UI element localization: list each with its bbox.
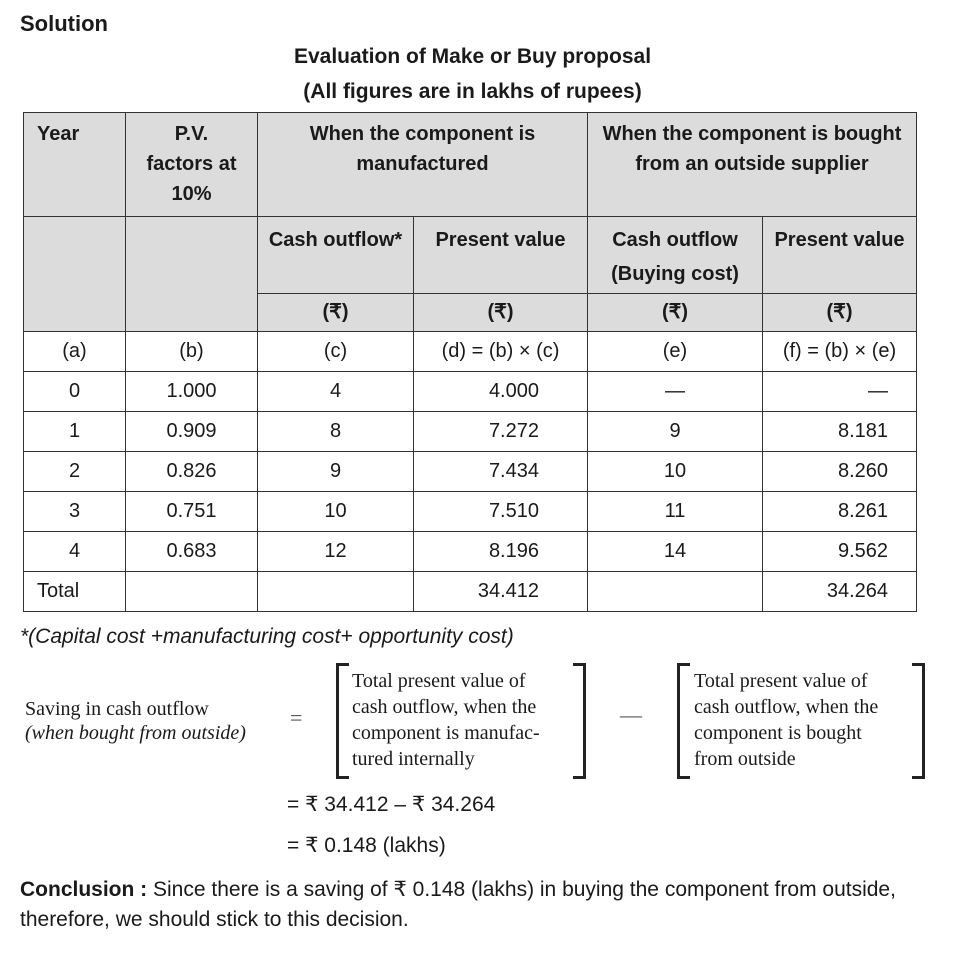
saving-label: Saving in cash outflow bbox=[25, 698, 209, 720]
cell-pv: 0.909 bbox=[126, 412, 258, 452]
right-bracket-text bbox=[694, 668, 878, 772]
calculation-line-2: = ₹ 0.148 (lakhs) bbox=[287, 834, 446, 857]
cell-year: 0 bbox=[24, 372, 126, 412]
left-bracket-line: cash outflow, when the bbox=[352, 696, 537, 718]
header-pv-line2: factors at bbox=[146, 153, 237, 175]
table-row bbox=[24, 532, 917, 572]
header-rupee-e: (₹) bbox=[588, 294, 763, 332]
table-row bbox=[24, 452, 917, 492]
cell-present: 7.510 bbox=[414, 492, 588, 532]
header-rupee-d: (₹) bbox=[414, 294, 588, 332]
total-empty-c bbox=[258, 572, 414, 612]
column-label-f: (f) = (b) × (e) bbox=[763, 332, 917, 372]
table-row bbox=[24, 492, 917, 532]
cell-cash: 12 bbox=[258, 532, 414, 572]
cell-buy: — bbox=[588, 372, 763, 412]
cell-buy-pv: 8.181 bbox=[763, 412, 917, 452]
cell-buy-pv: 8.260 bbox=[763, 452, 917, 492]
right-bracket-open bbox=[677, 663, 690, 779]
left-bracket-text bbox=[352, 668, 540, 772]
header-present-value-buying: Present value bbox=[763, 217, 917, 294]
minus-sign: — bbox=[620, 702, 642, 727]
cell-cash: 4 bbox=[258, 372, 414, 412]
conclusion-text: Since there is a saving of ₹ 0.148 (lakhs) in buying the component from outside, therefore, we should stick to this decision. bbox=[20, 878, 896, 931]
footnote: *(Capital cost +manufacturing cost+ opportunity cost) bbox=[20, 625, 514, 648]
table-row bbox=[24, 372, 917, 412]
right-bracket-line: from outside bbox=[694, 748, 796, 770]
column-label-c: (c) bbox=[258, 332, 414, 372]
header-pv-factors bbox=[126, 113, 258, 217]
header-bought-line2: from an outside supplier bbox=[635, 153, 869, 175]
saving-sublabel: (when bought from outside) bbox=[25, 722, 246, 744]
cell-pv: 1.000 bbox=[126, 372, 258, 412]
right-bracket-line: component is bought bbox=[694, 722, 862, 744]
left-bracket-line: Total present value of bbox=[352, 670, 526, 692]
cell-cash: 9 bbox=[258, 452, 414, 492]
cell-year: 3 bbox=[24, 492, 126, 532]
table-row bbox=[24, 412, 917, 452]
left-bracket-close bbox=[573, 663, 586, 779]
conclusion bbox=[20, 875, 950, 935]
header-present-value: Present value bbox=[414, 217, 588, 294]
header-manufactured-line1: When the component is bbox=[309, 123, 536, 145]
table-title: Evaluation of Make or Buy proposal bbox=[293, 45, 652, 68]
cell-buy: 14 bbox=[588, 532, 763, 572]
evaluation-table bbox=[23, 112, 917, 612]
column-label-a: (a) bbox=[24, 332, 126, 372]
cell-cash: 8 bbox=[258, 412, 414, 452]
conclusion-label: Conclusion : bbox=[20, 878, 148, 901]
cell-year: 4 bbox=[24, 532, 126, 572]
header-bought bbox=[588, 113, 917, 217]
left-bracket-open bbox=[336, 663, 349, 779]
left-bracket-line: component is manufac- bbox=[352, 722, 540, 744]
cell-buy: 10 bbox=[588, 452, 763, 492]
section-heading: Solution bbox=[20, 11, 108, 36]
header-cash-outflow-buying-line1: Cash outflow bbox=[612, 229, 738, 251]
column-label-e: (e) bbox=[588, 332, 763, 372]
cell-buy: 11 bbox=[588, 492, 763, 532]
cell-buy-pv: 9.562 bbox=[763, 532, 917, 572]
calculation-line-1: = ₹ 34.412 – ₹ 34.264 bbox=[287, 793, 496, 816]
cell-cash: 10 bbox=[258, 492, 414, 532]
column-label-b: (b) bbox=[126, 332, 258, 372]
column-label-d: (d) = (b) × (c) bbox=[414, 332, 588, 372]
cell-buy-pv: 8.261 bbox=[763, 492, 917, 532]
right-bracket-close bbox=[912, 663, 925, 779]
header-manufactured bbox=[258, 113, 588, 217]
total-buy-pv: 34.264 bbox=[763, 572, 917, 612]
total-empty-e bbox=[588, 572, 763, 612]
cell-present: 4.000 bbox=[414, 372, 588, 412]
column-label-row bbox=[24, 332, 917, 372]
header-pv-line3: 10% bbox=[171, 183, 212, 205]
header-rupee-f: (₹) bbox=[763, 294, 917, 332]
cell-year: 1 bbox=[24, 412, 126, 452]
header-year: Year bbox=[24, 113, 126, 217]
header-cash-outflow-buying bbox=[588, 217, 763, 294]
header-empty-pv bbox=[126, 217, 258, 332]
header-cash-outflow: Cash outflow* bbox=[258, 217, 414, 294]
cell-buy: 9 bbox=[588, 412, 763, 452]
total-present: 34.412 bbox=[414, 572, 588, 612]
header-bought-line1: When the component is bought bbox=[602, 123, 902, 145]
right-bracket-line: cash outflow, when the bbox=[694, 696, 879, 718]
cell-present: 7.434 bbox=[414, 452, 588, 492]
cell-present: 8.196 bbox=[414, 532, 588, 572]
header-rupee-c: (₹) bbox=[258, 294, 414, 332]
header-pv-line1: P.V. bbox=[174, 123, 209, 145]
total-empty-b bbox=[126, 572, 258, 612]
left-bracket-line: tured internally bbox=[352, 748, 475, 770]
total-row bbox=[24, 572, 917, 612]
cell-present: 7.272 bbox=[414, 412, 588, 452]
header-manufactured-line2: manufactured bbox=[356, 153, 489, 175]
cell-pv: 0.683 bbox=[126, 532, 258, 572]
equals-sign: = bbox=[290, 705, 303, 730]
header-cash-outflow-buying-line2: (Buying cost) bbox=[611, 263, 739, 285]
cell-pv: 0.826 bbox=[126, 452, 258, 492]
right-bracket-line: Total present value of bbox=[694, 670, 868, 692]
cell-year: 2 bbox=[24, 452, 126, 492]
table-subtitle: (All figures are in lakhs of rupees) bbox=[303, 80, 642, 103]
header-empty-year bbox=[24, 217, 126, 332]
cell-pv: 0.751 bbox=[126, 492, 258, 532]
cell-buy-pv: — bbox=[763, 372, 917, 412]
total-label: Total bbox=[24, 572, 126, 612]
